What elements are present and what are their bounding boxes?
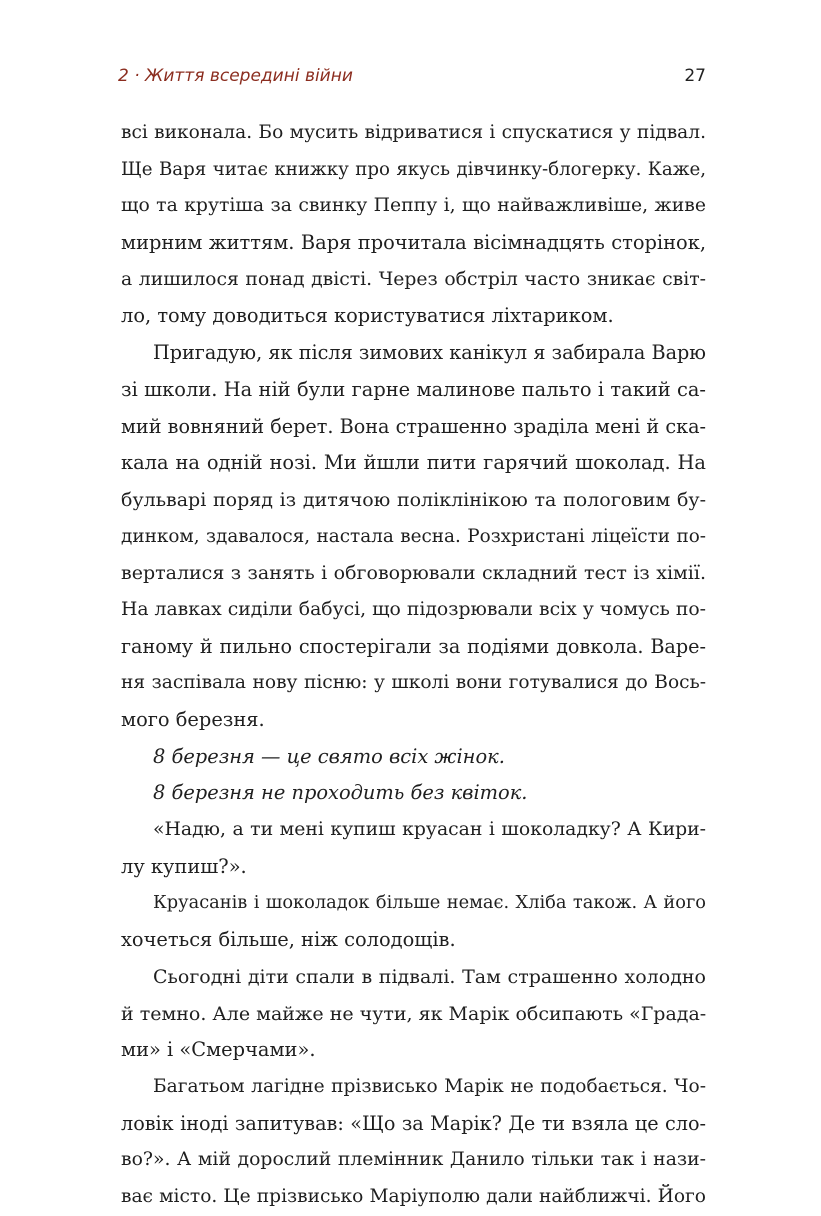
running-header: [118, 66, 706, 96]
text-line: всі виконала. Бо мусить відриватися і спускатися у підвал.: [121, 122, 706, 143]
page-number: 27: [684, 66, 706, 86]
section-title: 2 · Життя всередині війни: [118, 66, 353, 86]
text-line: ває місто. Це прізвисько Маріуполю дали найближчі. Його: [121, 1185, 706, 1207]
text-line: Багатьом лагідне прізвисько Марік не подобається. Чо-: [153, 1075, 706, 1097]
text-line: лу купиш?».: [121, 854, 247, 878]
text-line: хочеться більше, ніж солодощів.: [121, 928, 456, 952]
text-line: мий вовняний берет. Вона страшенно зраділа мені й ска-: [121, 414, 706, 438]
text-line: На лавках сиділи бабусі, що підозрювали всіх у чомусь по-: [121, 598, 706, 620]
text-line: ганому й пильно спостерігали за подіями довкола. Варе-: [121, 634, 706, 658]
text-line: кала на одній нозі. Ми йшли пити гарячий шоколад. На: [121, 451, 706, 475]
text-line: зі школи. На ній були гарне малинове пальто і такий са-: [121, 377, 706, 401]
text-line: Круасанів і шоколадок більше немає. Хліба також. А його: [153, 892, 706, 914]
verse-line: 8 березня не проходить без квіток.: [153, 781, 528, 805]
text-line: й темно. Але майже не чути, як Марік обсипають «Града-: [121, 1002, 707, 1025]
text-line: «Надю, а ти мені купиш круасан і шоколадку? А Кири-: [153, 819, 706, 841]
text-line: ня заспівала нову пісню: у школі вони готувалися до Вось-: [121, 672, 706, 694]
text-line: динком, здавалося, настала весна. Розхристані ліцеїсти по-: [121, 525, 706, 547]
text-line: мирним життям. Варя прочитала вісімнадцять сторінок,: [121, 231, 706, 255]
text-line: Пригадую, як після зимових канікул я забирала Варю: [153, 341, 706, 365]
text-line: що та крутіша за свинку Пеппу і, що найважливіше, живе: [121, 195, 706, 217]
text-line: верталися з занять і обговорювали складний тест із хімії.: [121, 562, 706, 585]
text-line: Сьогодні діти спали в підвалі. Там страшенно холодно: [153, 965, 706, 988]
text-line: Ще Варя читає книжку про якусь дівчинку-блогерку. Каже,: [121, 158, 706, 180]
text-line: ловік іноді запитував: «Що за Марік? Де ти взяла це сло-: [121, 1111, 706, 1135]
text-line: ми» і «Смерчами».: [121, 1038, 316, 1062]
text-line: бульварі поряд із дитячою поліклінікою та пологовим бу-: [121, 488, 706, 511]
text-line: ло, тому доводиться користуватися ліхтариком.: [121, 304, 614, 328]
text-line: во?». А мій дорослий племінник Данило тільки так і нази-: [121, 1149, 706, 1171]
body-text: [121, 115, 706, 1216]
text-line: мого березня.: [121, 708, 265, 731]
verse-line: 8 березня — це свято всіх жінок.: [153, 744, 505, 768]
text-line: а лишилося понад двісті. Через обстріл часто зникає світ-: [121, 268, 706, 290]
